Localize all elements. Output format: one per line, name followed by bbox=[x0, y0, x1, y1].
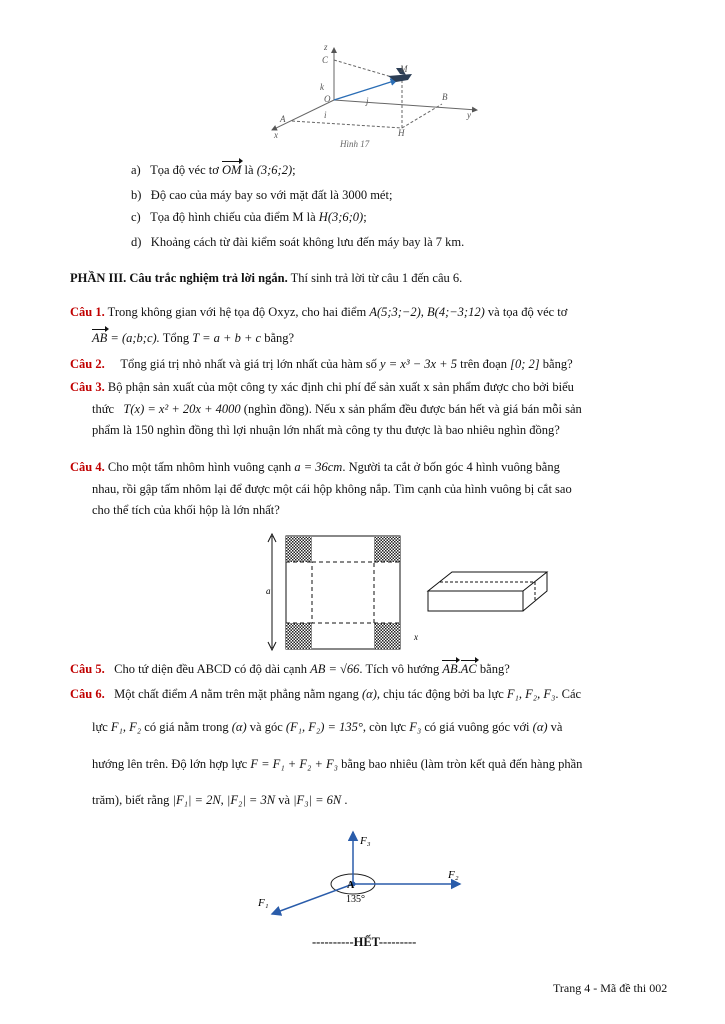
angle-label: 135° bbox=[346, 894, 365, 905]
label-j: j bbox=[366, 96, 369, 106]
open-box bbox=[428, 572, 547, 611]
f1-arrow bbox=[272, 884, 353, 914]
label-b: B bbox=[442, 92, 448, 102]
label-i: i bbox=[324, 110, 327, 120]
figure-caption: Hình 17 bbox=[340, 139, 370, 148]
q4-line3: cho thể tích của khối hộp là lớn nhất? bbox=[92, 503, 280, 517]
q2: Câu 2. Tổng giá trị nhỏ nhất và giá trị lớn nhất của hàm số y = x³ − 3x + 5 trên đoạn [0; 2] bằng? bbox=[70, 357, 573, 371]
cut-corner-bl bbox=[286, 623, 312, 649]
q4-figure bbox=[262, 532, 562, 652]
part3-heading: PHẦN III. Câu trắc nghiệm trả lời ngắn. Thí sinh trả lời từ câu 1 đến câu 6. bbox=[70, 271, 463, 285]
page-footer: Trang 4 - Mã đề thi 002 bbox=[553, 981, 668, 995]
figure-17 bbox=[262, 38, 487, 148]
a-label: A bbox=[347, 880, 355, 891]
label-c: C bbox=[322, 55, 329, 65]
q1-line1: Câu 1. Trong không gian với hệ tọa độ Oxyz, cho hai điểm A(5;3;−2), B(4;−3;12) và tọa độ véc tơ bbox=[70, 305, 568, 319]
q3-line3: phẩm là 150 nghìn đồng thì lợi nhuận lớn nhất mà công ty thu được là bao nhiêu nghìn đồng? bbox=[92, 423, 560, 437]
label-z: z bbox=[324, 42, 328, 52]
q3-line2: thức T(x) = x² + 20x + 4000 (nghìn đồng). Nếu x sản phẩm đều được bán hết và giá bán mỗi sản bbox=[92, 402, 582, 416]
list-item-a: a) Tọa độ véc tơ OM là (3;6;2); bbox=[131, 163, 296, 177]
list-item-d: d) Khoảng cách từ đài kiểm soát không lưu đến máy bay là 7 km. bbox=[131, 235, 465, 249]
label-k: k bbox=[320, 82, 324, 92]
force-diagram bbox=[250, 826, 470, 918]
list-item-b: b) Độ cao của máy bay so với mặt đất là 3000 mét; bbox=[131, 188, 393, 202]
label-x: x bbox=[274, 130, 278, 140]
label-a: a bbox=[266, 586, 271, 596]
label-h: H bbox=[398, 128, 405, 138]
q4-line2: nhau, rồi gập tấm nhôm lại để được một cái hộp không nắp. Tìm cạnh của hình vuông bị cắt sao bbox=[92, 482, 572, 496]
label-m: M bbox=[400, 64, 408, 74]
label-o: O bbox=[324, 94, 331, 104]
y-axis bbox=[334, 100, 477, 110]
list-item-c: c) Tọa độ hình chiếu của điểm M là H(3;6;0); bbox=[131, 210, 367, 224]
cut-corner-tl bbox=[286, 536, 312, 562]
q4-line1: Câu 4. Cho một tấm nhôm hình vuông cạnh a = 36cm. Người ta cắt ở bốn góc 4 hình vuông bằng bbox=[70, 460, 560, 474]
end-marker: ----------HẾT--------- bbox=[312, 935, 417, 949]
q6-line3: hướng lên trên. Độ lớn hợp lực F = F₁ + F₂ + F₃ bằng bao nhiêu (làm tròn kết quả đến hàng phần bbox=[92, 757, 583, 771]
f3-label: F₃ bbox=[360, 835, 371, 847]
f1-label: F₁ bbox=[258, 897, 269, 909]
label-x: x bbox=[414, 632, 418, 642]
q3-line1: Câu 3. Bộ phận sản xuất của một công ty xác định chi phí để sản xuất x sản phẩm được cho bởi biểu bbox=[70, 380, 574, 394]
cut-corner-tr bbox=[374, 536, 400, 562]
q1-line2: AB = (a;b;c). Tổng T = a + b + c bằng? bbox=[92, 331, 295, 345]
label-a: A bbox=[280, 114, 286, 124]
label-y: y bbox=[467, 110, 471, 120]
q5: Câu 5. Cho tứ diện đều ABCD có độ dài cạnh AB = √66. Tích vô hướng AB.AC bằng? bbox=[70, 662, 510, 676]
airplane-icon bbox=[388, 74, 412, 82]
cut-corner-br bbox=[374, 623, 400, 649]
q6-line4: trăm), biết rằng |F₁| = 2N, |F₂| = 3N và |F₃| = 6N . bbox=[92, 793, 348, 807]
q6-line1: Câu 6. Một chất điểm A nằm trên mặt phẳng nằm ngang (α), chịu tác động bởi ba lực F₁, F₂, F₃. Các bbox=[70, 687, 582, 701]
f2-label: F₂ bbox=[448, 869, 459, 881]
q6-line2: lực F₁, F₂ có giá nằm trong (α) và góc (F₁, F₂) = 135°, còn lực F₃ có giá vuông góc với (α) và bbox=[92, 720, 563, 734]
